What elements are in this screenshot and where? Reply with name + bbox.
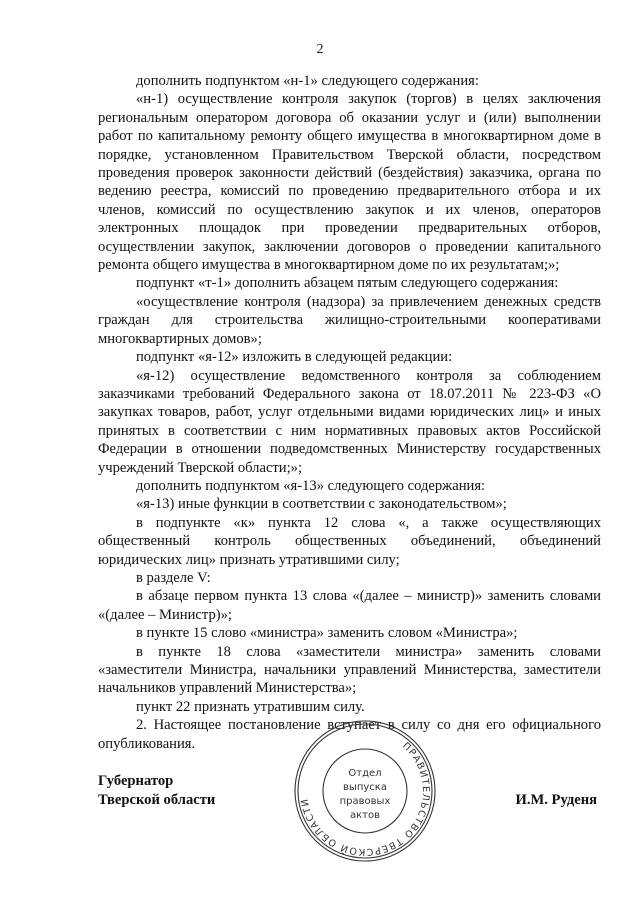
paragraph: в пункте 18 слова «заместители министра» заменить словами «заместители Министра, начальники управлений Министерства, заместители начальников управлений Министерства»; [98, 643, 601, 697]
paragraph: «н-1) осуществление контроля закупок (торгов) в целях заключения региональным оператором договора об оказании услуг и (или) выполнении работ по капитальному ремонту общего имущества в многоквартирном доме в порядке, установленном Правительством Тверской области, посредством проведения проверок законности действий (бездействия) заказчика, органа по ведению реестра, комиссий по проведению предварительного отбора и их членов, комиссий по осуществлению закупок и их членов, операторов электронных площадок при проведении предварительных отборов, осуществлении закупок, заключении договоров о проведении капитального ремонта общего имущества в многоквартирном доме по их результатам;»; [98, 91, 601, 274]
paragraph: подпункт «т-1» дополнить абзацем пятым следующего содержания: [136, 275, 559, 292]
paragraph: дополнить подпунктом «н-1» следующего содержания: [136, 73, 479, 89]
paragraph: 2. Настоящее постановление вступает в силу со дня его официального опубликования. [98, 717, 601, 752]
seal-ring-text: ПРАВИТЕЛЬСТВО ТВЕРСКОЙ ОБЛАСТИ [299, 740, 432, 858]
paragraph: подпункт «я-12» изложить в следующей редакции: [136, 349, 453, 366]
paragraph: в подпункте «к» пункта 12 слова «, а также осуществляющих общественный контроль общественных объединений, объединений юридических лиц» признать утратившими силу; [98, 514, 601, 568]
position-line: Губернатор [98, 773, 174, 789]
official-seal [292, 718, 438, 864]
document-body [98, 72, 601, 753]
paragraph: в разделе V: [136, 569, 211, 586]
seal-center-line: выпуска [343, 782, 387, 793]
paragraph: «я-13) иные функции в соответствии с законодательством»; [136, 496, 507, 513]
position-line: Тверской области [98, 792, 216, 808]
paragraph: в пункте 15 слово «министра» заменить словом «Министра»; [136, 625, 518, 642]
signatory-name: И.М. Руденя [515, 792, 597, 808]
seal-center-line: Отдел [348, 768, 382, 779]
paragraph: дополнить подпунктом «я-13» следующего содержания: [136, 477, 486, 494]
paragraph: пункт 22 признать утратившим силу. [136, 698, 365, 715]
seal-center-line: правовых [339, 796, 391, 807]
paragraph: «я-12) осуществление ведомственного контроля за соблюдением заказчиками требований Федерального закона от 18.07.2011 № 223-ФЗ «О закупках товаров, работ, услуг отдельными видами юридических лиц» и иных принятых в соответствии с ним нормативных правовых актов Российской Федерации в отношении подведомственных Министерству государственных учреждений Тверской области;»; [98, 367, 601, 476]
paragraph: в абзаце первом пункта 13 слова «(далее – министр)» заменить словами «(далее – Министр)»; [98, 588, 601, 623]
page-number: 2 [316, 42, 324, 57]
signatory-position [98, 772, 215, 810]
paragraph: «осуществление контроля (надзора) за привлечением денежных средств граждан для строительства жилищно-строительными кооперативами многоквартирных домов»; [98, 293, 601, 347]
seal-center-line: актов [349, 810, 381, 821]
